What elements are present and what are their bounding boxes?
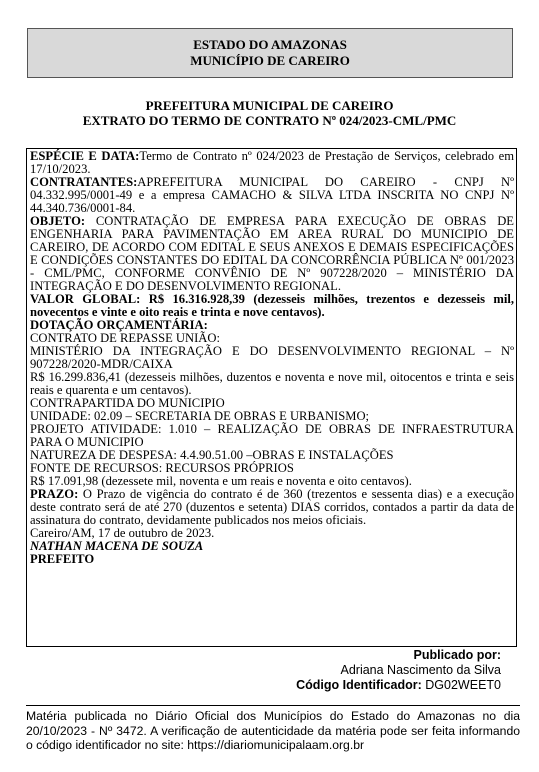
identifier-line	[296, 678, 501, 693]
footer-note: Matéria publicada no Diário Oficial dos Municípios do Estado do Amazonas no dia 20/10/2023 - Nº 3472. A verificação de autenticidade da matéria pode ser feita informando o código identificador no site: https://diariomunicipalaam.org.br	[26, 709, 520, 752]
prazo-text: O Prazo de vigência do contrato é de 360 (trezentos e sessenta dias) e a execução deste contrato será de até 270 (duzentos e setenta) DIAS corridos, contados a partir da data de assinatura do contrato, devidamente publicados nos meios oficiais.	[30, 487, 514, 527]
footer-divider	[26, 705, 520, 706]
extract-title: EXTRATO DO TERMO DE CONTRATO Nº 024/2023-CML/PMC	[82, 113, 457, 128]
prazo-paragraph	[30, 488, 514, 527]
repasse-valor: R$ 16.299.836,41 (dezesseis milhões, duzentos e noventa e nove mil, oitocentos e trinta e seis reais e quarenta e um centavos).	[30, 370, 514, 397]
especie-label: ESPÉCIE E DATA:	[30, 149, 140, 163]
published-by-label: Publicado por:	[413, 648, 501, 662]
publication-info	[296, 648, 501, 693]
especie-text: Termo de Contrato nº 024/2023 de Prestação de Serviços, celebrado em 17/10/2023.	[30, 149, 514, 176]
identifier-label: Código Identificador:	[296, 678, 422, 692]
fonte-line: FONTE DE RECURSOS: RECURSOS PRÓPRIOS	[30, 461, 294, 475]
local-data: Careiro/AM, 17 de outubro de 2023.	[30, 526, 215, 540]
signatory-role: PREFEITO	[30, 552, 95, 566]
contratantes-label: CONTRATANTES:	[30, 175, 138, 189]
publisher-name: Adriana Nascimento da Silva	[340, 663, 501, 677]
identifier-code: DG02WEET0	[425, 678, 501, 692]
contratantes-text: APREFEITURA MUNICIPAL DO CAREIRO - CNPJ Nº 04.332.995/0001-49 e a empresa CAMACHO & SILVA LTDA INSCRITA NO CNPJ Nº 44.340.736/0001-84.	[30, 175, 514, 215]
contrapartida-title: CONTRAPARTIDA DO MUNICIPIO	[30, 396, 225, 410]
prefeitura-title: PREFEITURA MUNICIPAL DE CAREIRO	[145, 98, 394, 113]
objeto-paragraph	[30, 215, 514, 293]
repasse-text: MINISTÉRIO DA INTEGRAÇÃO E DO DESENVOLVIMENTO REGIONAL – Nº 907228/2020-MDR/CAIXA	[30, 344, 514, 371]
state-header	[27, 28, 513, 78]
municipality-name: MUNICÍPIO DE CAREIRO	[190, 53, 350, 68]
unidade-line: UNIDADE: 02.09 – SECRETARIA DE OBRAS E URBANISMO;	[30, 409, 370, 423]
natureza-line: NATUREZA DE DESPESA: 4.4.90.51.00 –OBRAS E INSTALAÇÕES	[30, 448, 394, 462]
objeto-text: CONTRATAÇÃO DE EMPRESA PARA EXECUÇÃO DE OBRAS DE ENGENHARIA PARA PAVIMENTAÇÃO EM AREA RURAL DO MUNICIPIO DE CAREIRO, DE ACORDO COM EDITAL E SEUS ANEXOS E DEMAIS ESPECIFICAÇÕES E CONDIÇÕES CONSTANTES DO EDITAL DA CONCORRÊNCIA PÚBLICA Nº 001/2023 - CML/PMC, CONFORME CONVÊNIO DE Nº 907228/2020 – MINISTÉRIO DA INTEGRAÇÃO E DO DESENVOLVIMENTO REGIONAL.	[30, 214, 514, 293]
prazo-label: PRAZO:	[30, 487, 79, 501]
objeto-label: OBJETO:	[30, 214, 86, 228]
dotacao-label: DOTAÇÃO ORÇAMENTÁRIA:	[30, 318, 208, 332]
repasse-title: CONTRATO DE REPASSE UNIÃO:	[30, 331, 220, 345]
contratantes-paragraph	[30, 176, 514, 215]
signatory-name: NATHAN MACENA DE SOUZA	[30, 539, 204, 553]
contract-extract-box	[26, 148, 517, 647]
document-title	[0, 98, 539, 128]
contrapartida-valor: R$ 17.091,98 (dezessete mil, noventa e um reais e noventa e oito centavos).	[30, 474, 412, 488]
especie-paragraph	[30, 150, 514, 176]
valor-global: VALOR GLOBAL: R$ 16.316.928,39 (dezesseis milhões, trezentos e dezesseis mil, novecentos e vinte e oito reais e trinta e nove centavos).	[30, 292, 514, 319]
state-name: ESTADO DO AMAZONAS	[193, 37, 347, 52]
projeto-line: PROJETO ATIVIDADE: 1.010 – REALIZAÇÃO DE OBRAS DE INFRAESTRUTURA PARA O MUNICIPIO	[30, 422, 514, 449]
